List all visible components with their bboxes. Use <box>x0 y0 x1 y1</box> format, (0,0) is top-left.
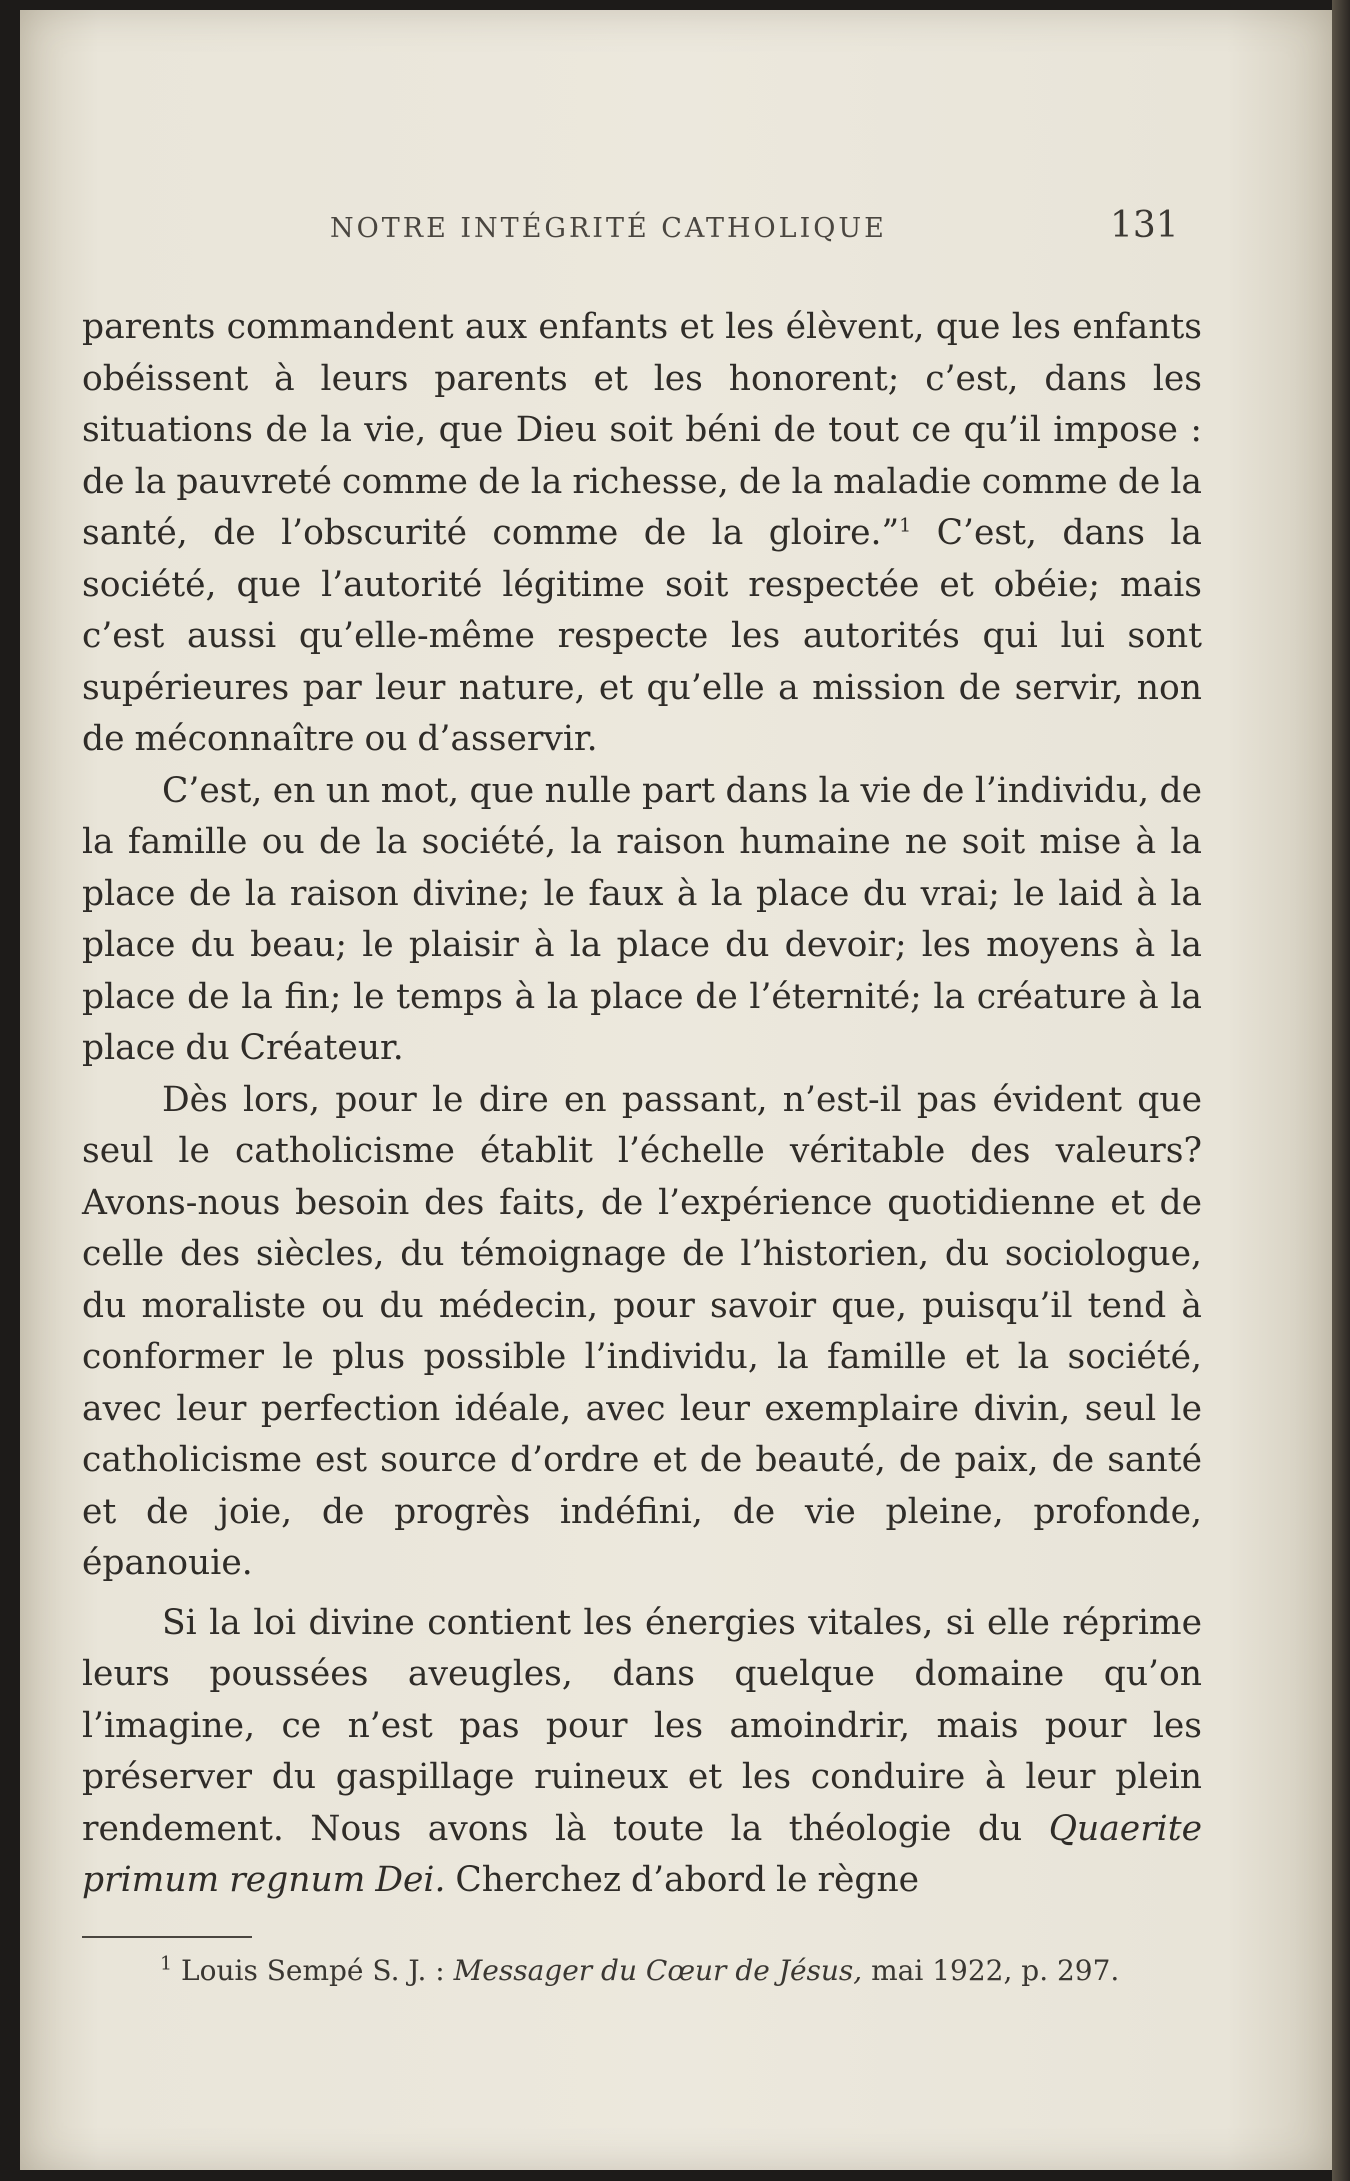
page-number: 131 <box>1110 205 1179 246</box>
footnote-marker: 1 <box>160 1952 173 1975</box>
footnote-reference: 1 <box>899 514 912 537</box>
page-edge <box>1332 0 1350 2181</box>
latin-quotation: Quaerite primum regnum Dei. <box>82 1808 1202 1900</box>
paragraph-4 <box>82 1598 1202 1907</box>
paragraph-4-text-after: Cherchez d’abord le règne <box>445 1860 920 1900</box>
page-header <box>20 205 1332 255</box>
paragraph-3: Dès lors, pour le dire en passant, n’est-il pas évident que seul le catholicisme établit l’échelle véritable des valeurs? Avons-nous besoin des faits, de l’expérience quotidienne et de celle des siècles, du témoignage de l’historien, du sociologue, du moraliste ou du médecin, pour savoir que, puisqu’il tend à conformer le plus possible l’individu, la famille et la société, avec leur perfection idéale, avec leur exemplaire divin, seul le catholicisme est source d’ordre et de beauté, de paix, de santé et de joie, de progrès indéfini, de vie pleine, profonde, épanouie. <box>82 1079 1202 1583</box>
paragraph-4-text-before: Si la loi divine contient les énergies vitales, si elle réprime leurs poussées aveugles, dans quelque domaine qu’on l’imagine, ce n’est pas pour les amoindrir, mais pour les préserver du gaspillage ruineux et les conduire à leur plein rendement. Nous avons là toute la théologie du <box>82 1602 1202 1849</box>
running-title: NOTRE INTÉGRITÉ CATHOLIQUE <box>330 213 887 244</box>
paragraph-1-text-before: parents commandent aux enfants et les élèvent, que les enfants obéissent à leurs parents et les honorent; c’est, dans les situations de la vie, que Dieu soit béni de tout ce qu’il impose : de la pauvreté comme de la richesse, de la maladie comme de la santé, de l’obscurité comme de la gloire.” <box>82 307 1202 553</box>
paragraph-1 <box>82 302 1202 766</box>
book-page <box>20 10 1332 2170</box>
paragraph-2: C’est, en un mot, que nulle part dans la vie de l’individu, de la famille ou de la société, la raison humaine ne soit mise à la place de la raison divine; le faux à la place du vrai; le laid à la place du beau; le plaisir à la place du devoir; les moyens à la place de la fin; le temps à la place de l’éternité; la créature à la place du Créateur. <box>82 770 1202 1068</box>
footnote-work: Messager du Cœur de Jésus, <box>453 1954 863 1987</box>
footnote <box>160 1954 1220 1987</box>
footnote-details: mai 1922, p. 297. <box>871 1954 1120 1987</box>
footnote-divider <box>82 1936 252 1938</box>
footnote-author: Louis Sempé S. J. : <box>181 1954 445 1987</box>
body-text <box>82 302 1202 1907</box>
paragraph-1-text-after: C’est, dans la société, que l’autorité légitime soit respectée et obéie; mais c’est aussi qu’elle-même respecte les autorités qui lui sont supérieures par leur nature, et qu’elle a mission de servir, non de méconnaître ou d’asservir. <box>82 513 1202 759</box>
